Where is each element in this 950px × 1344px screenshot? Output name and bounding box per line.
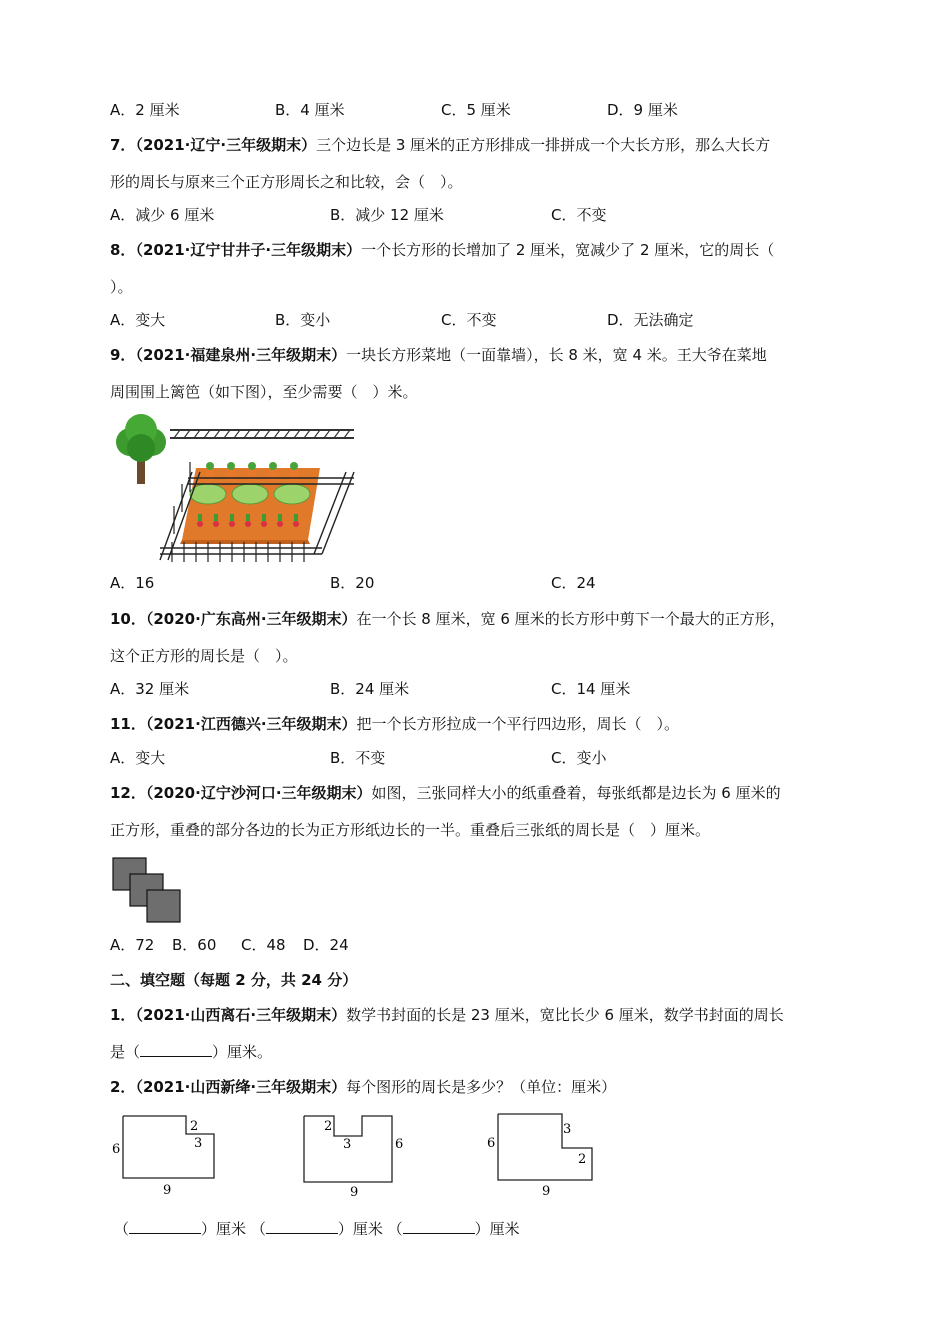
- q8-option-c[interactable]: C．不变: [441, 311, 497, 329]
- f1-stem-line2: [110, 1041, 272, 1063]
- q8-text: 一个长方形的长增加了 2 厘米，宽减少了 2 厘米，它的周长（: [361, 241, 775, 259]
- cabbage-row-icon: [190, 484, 310, 504]
- q9-text: 一块长方形菜地（一面靠墙），长 8 米，宽 4 米。王大爷在菜地: [346, 346, 767, 364]
- f1-number: 1．: [110, 1006, 136, 1024]
- f2-figure-1: [108, 1112, 223, 1198]
- q11-number: 11．: [110, 715, 146, 733]
- q11-option-c[interactable]: C．变小: [551, 749, 607, 767]
- fig2-notch-bottom-label: 3: [343, 1137, 352, 1152]
- q8-option-d[interactable]: D．无法确定: [607, 311, 694, 329]
- q9-option-c[interactable]: C．24: [551, 574, 596, 592]
- fig1-notch-side-label: 3: [194, 1136, 203, 1151]
- fig3-notch-side-label: 2: [578, 1152, 587, 1167]
- q11-source: （2021·江西德兴·三年级期末）: [145, 715, 357, 733]
- f2-source: （2021·山西新绛·三年级期末）: [135, 1078, 347, 1096]
- q8-stem-line1: [110, 239, 774, 261]
- f2-answers: [114, 1218, 520, 1240]
- fig1-notch-top-label: 2: [190, 1119, 199, 1134]
- fig2-notch-side-label: 2: [324, 1119, 333, 1134]
- q10-stem-line2: 这个正方形的周长是（ ）。: [110, 647, 298, 665]
- q8-option-a[interactable]: A．变大: [110, 311, 166, 329]
- q12-option-d[interactable]: D．24: [303, 936, 349, 954]
- fig1-left-label: 6: [112, 1142, 121, 1157]
- fig1-bottom-label: 9: [163, 1183, 172, 1198]
- q10-option-c[interactable]: C．14 厘米: [551, 680, 631, 698]
- fig3-bottom-label: 9: [542, 1184, 551, 1199]
- q7-text: 三个边长是 3 厘米的正方形排成一排拼成一个大长方形，那么大长方: [316, 136, 771, 154]
- q10-text: 在一个长 8 厘米，宽 6 厘米的长方形中剪下一个最大的正方形，: [356, 610, 785, 628]
- f2-answer-3-pre: （: [387, 1220, 403, 1238]
- f2-answer-1-pre: （: [114, 1220, 130, 1238]
- f2-figure-2: [296, 1112, 411, 1202]
- f2-number: 2．: [110, 1078, 136, 1096]
- section-heading: 二、填空题（每题 2 分，共 24 分）: [110, 971, 358, 989]
- q7-stem-line2: 形的周长与原来三个正方形周长之和比较，会（ ）。: [110, 173, 463, 191]
- q10-source: （2020·广东高州·三年级期末）: [145, 610, 357, 628]
- q11-option-a[interactable]: A．变大: [110, 749, 166, 767]
- q8-option-b[interactable]: B．变小: [275, 311, 331, 329]
- q6-option-a[interactable]: A．2 厘米: [110, 101, 180, 119]
- f1-pre: 是（: [110, 1043, 141, 1061]
- q12-text: 如图，三张同样大小的纸重叠着，每张纸都是边长为 6 厘米的: [371, 784, 781, 802]
- q6-option-b[interactable]: B．4 厘米: [275, 101, 345, 119]
- q7-option-c[interactable]: C．不变: [551, 206, 607, 224]
- f2-figure-3: [484, 1110, 599, 1200]
- f2-answer-3-post: ）厘米: [474, 1220, 520, 1238]
- f1-text: 数学书封面的长是 23 厘米，宽比长少 6 厘米，数学书封面的周长: [346, 1006, 784, 1024]
- overlapping-squares-figure: [112, 857, 182, 925]
- fig3-notch-top-label: 3: [563, 1122, 572, 1137]
- q8-number: 8．: [110, 241, 136, 259]
- q11-option-b[interactable]: B．不变: [330, 749, 386, 767]
- q10-option-b[interactable]: B．24 厘米: [330, 680, 410, 698]
- f2-answer-1-blank[interactable]: [129, 1219, 201, 1234]
- garden-fence-figure: [108, 412, 358, 564]
- q6-option-c[interactable]: C．5 厘米: [441, 101, 511, 119]
- q6-option-d[interactable]: D．9 厘米: [607, 101, 678, 119]
- f2-answer-2-blank[interactable]: [266, 1219, 338, 1234]
- q12-option-c[interactable]: C．48: [241, 936, 286, 954]
- f2-answer-1-post: ）厘米: [201, 1220, 247, 1238]
- q12-option-a[interactable]: A．72: [110, 936, 155, 954]
- q10-stem-line1: [110, 608, 785, 630]
- q9-option-a[interactable]: A．16: [110, 574, 155, 592]
- f1-source: （2021·山西离石·三年级期末）: [135, 1006, 347, 1024]
- q10-option-a[interactable]: A．32 厘米: [110, 680, 190, 698]
- f1-answer-blank[interactable]: [140, 1042, 212, 1057]
- square-3: [147, 890, 180, 922]
- q9-stem-line2: 周围围上篱笆（如下图），至少需要（ ）米。: [110, 383, 418, 401]
- q12-source: （2020·辽宁沙河口·三年级期末）: [145, 784, 372, 802]
- q7-option-b[interactable]: B．减少 12 厘米: [330, 206, 444, 224]
- q9-source: （2021·福建泉州·三年级期末）: [135, 346, 347, 364]
- q10-number: 10．: [110, 610, 146, 628]
- q9-option-b[interactable]: B．20: [330, 574, 375, 592]
- fig2-right-label: 6: [395, 1137, 404, 1152]
- f1-stem-line1: [110, 1004, 784, 1026]
- q7-option-a[interactable]: A．减少 6 厘米: [110, 206, 215, 224]
- f2-answer-2-pre: （: [250, 1220, 266, 1238]
- q8-stem-line2: ）。: [110, 278, 133, 296]
- q9-stem-line1: [110, 344, 767, 366]
- q7-number: 7．: [110, 136, 136, 154]
- fig2-bottom-label: 9: [350, 1185, 359, 1200]
- q11-text: 把一个长方形拉成一个平行四边形，周长（ ）。: [356, 715, 680, 733]
- q8-source: （2021·辽宁甘井子·三年级期末）: [135, 241, 362, 259]
- q12-option-b[interactable]: B．60: [172, 936, 217, 954]
- f2-answer-2-post: ）厘米: [337, 1220, 383, 1238]
- f1-post: ）厘米。: [212, 1043, 273, 1061]
- f2-answer-3-blank[interactable]: [403, 1219, 475, 1234]
- q9-number: 9．: [110, 346, 136, 364]
- q11-stem-line1: [110, 713, 679, 735]
- fig3-left-label: 6: [487, 1136, 496, 1151]
- q12-stem-line1: [110, 782, 781, 804]
- q12-stem-line2: 正方形，重叠的部分各边的长为正方形纸边长的一半。重叠后三张纸的周长是（ ）厘米。: [110, 821, 711, 839]
- f2-stem-line1: [110, 1076, 616, 1098]
- f2-text: 每个图形的周长是多少？（单位：厘米）: [346, 1078, 617, 1096]
- q12-number: 12．: [110, 784, 146, 802]
- tree-icon: [116, 414, 166, 484]
- q7-stem-line1: [110, 134, 770, 156]
- q7-source: （2021·辽宁·三年级期末）: [135, 136, 317, 154]
